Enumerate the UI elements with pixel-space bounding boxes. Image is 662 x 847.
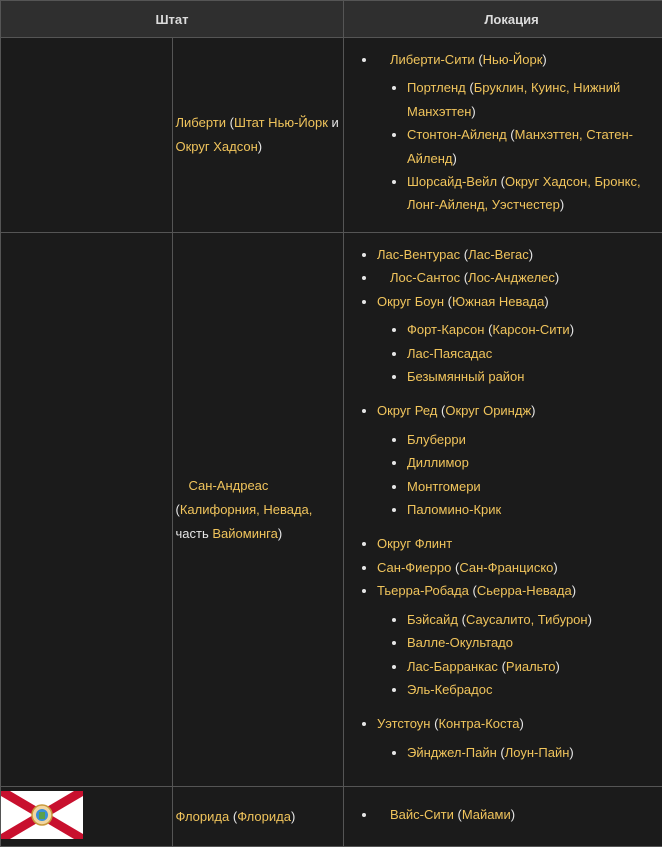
location-link[interactable]: Безымянный район bbox=[407, 369, 524, 384]
conjunction-text: и bbox=[332, 115, 339, 130]
location-link[interactable]: Либерти-Сити bbox=[390, 52, 475, 67]
real-link[interactable]: Лас-Вегас bbox=[468, 247, 529, 262]
paren-close: ) bbox=[560, 197, 564, 212]
location-link[interactable]: Округ Флинт bbox=[377, 536, 452, 551]
paren-close: ) bbox=[531, 403, 535, 418]
location-link[interactable]: Форт-Карсон bbox=[407, 322, 484, 337]
state-link[interactable]: Сан-Андреас bbox=[189, 478, 269, 493]
real-link[interactable]: Бруклин, Куинс, Нижний Манхэттен bbox=[407, 80, 620, 118]
real-link[interactable]: Сан-Франциско bbox=[459, 560, 553, 575]
location-link[interactable]: Эйнджел-Пайн bbox=[407, 745, 497, 760]
header-state: Штат bbox=[1, 1, 344, 38]
paren-close: ) bbox=[291, 809, 295, 824]
list-item bbox=[377, 556, 662, 579]
location-link[interactable]: Валле-Окультадо bbox=[407, 635, 513, 650]
paren-open: ( bbox=[176, 502, 180, 517]
paren-close: ) bbox=[471, 104, 475, 119]
florida-flag-icon[interactable] bbox=[1, 791, 83, 839]
paren-open: ( bbox=[510, 127, 514, 142]
real-link[interactable]: Майами bbox=[462, 807, 511, 822]
list-item bbox=[377, 266, 662, 289]
flag-cell bbox=[1, 787, 173, 847]
list-item bbox=[377, 48, 662, 217]
table-row bbox=[1, 233, 662, 787]
location-list bbox=[348, 48, 662, 217]
list-item bbox=[407, 318, 662, 341]
list-item bbox=[407, 428, 662, 451]
paren-open: ( bbox=[469, 80, 473, 95]
real-link[interactable]: Риальто bbox=[506, 659, 556, 674]
real-link[interactable]: Южная Невада bbox=[452, 294, 544, 309]
real-link[interactable]: Округ Хадсон bbox=[176, 139, 258, 154]
location-link[interactable]: Эль-Кебрадос bbox=[407, 682, 492, 697]
paren-open: ( bbox=[488, 322, 492, 337]
list-item bbox=[407, 678, 662, 701]
state-cell bbox=[172, 233, 344, 787]
paren-close: ) bbox=[569, 745, 573, 760]
list-item bbox=[407, 170, 662, 217]
list-item bbox=[407, 451, 662, 474]
real-link[interactable]: Калифорния, Невада, bbox=[180, 502, 313, 517]
real-link[interactable]: Контра-Коста bbox=[438, 716, 519, 731]
list-item bbox=[407, 475, 662, 498]
location-link[interactable]: Округ Ред bbox=[377, 403, 437, 418]
paren-close: ) bbox=[453, 151, 457, 166]
real-link[interactable]: Сьерра-Невада bbox=[477, 583, 572, 598]
state-link[interactable]: Либерти bbox=[176, 115, 226, 130]
paren-open: ( bbox=[464, 247, 468, 262]
paren-open: ( bbox=[230, 115, 234, 130]
location-link[interactable]: Лас-Вентурас bbox=[377, 247, 460, 262]
list-item bbox=[377, 399, 662, 521]
flag-cell bbox=[1, 233, 173, 787]
location-link[interactable]: Уэтстоун bbox=[377, 716, 431, 731]
list-item bbox=[377, 243, 662, 266]
state-link[interactable]: Флорида bbox=[176, 809, 230, 824]
real-link[interactable]: Округ Хадсон, Бронкс, Лонг-Айленд, Уэстчестер bbox=[407, 174, 641, 212]
paren-close: ) bbox=[588, 612, 592, 627]
list-item bbox=[377, 290, 662, 389]
real-link[interactable]: Нью-Йорк bbox=[483, 52, 543, 67]
list-item bbox=[377, 712, 662, 764]
paren-open: ( bbox=[455, 560, 459, 575]
location-cell bbox=[344, 38, 662, 233]
location-link[interactable]: Вайс-Сити bbox=[390, 807, 454, 822]
real-link[interactable]: Флорида bbox=[237, 809, 291, 824]
paren-close: ) bbox=[278, 526, 282, 541]
list-item bbox=[407, 123, 657, 170]
paren-close: ) bbox=[544, 294, 548, 309]
real-link[interactable]: Манхэттен, Статен-Айленд bbox=[407, 127, 633, 165]
location-link[interactable]: Бэйсайд bbox=[407, 612, 458, 627]
paren-open: ( bbox=[478, 52, 482, 67]
list-item bbox=[407, 342, 662, 365]
paren-open: ( bbox=[462, 612, 466, 627]
real-link[interactable]: Саусалито, Тибурон bbox=[466, 612, 588, 627]
paren-close: ) bbox=[258, 139, 262, 154]
paren-close: ) bbox=[520, 716, 524, 731]
list-item bbox=[407, 76, 657, 123]
paren-open: ( bbox=[464, 270, 468, 285]
location-cell bbox=[344, 787, 662, 847]
real-link[interactable]: Округ Ориндж bbox=[445, 403, 531, 418]
location-link[interactable]: Лос-Сантос bbox=[390, 270, 460, 285]
paren-close: ) bbox=[555, 659, 559, 674]
real-link[interactable]: Карсон-Сити bbox=[492, 322, 569, 337]
location-link[interactable]: Блуберри bbox=[407, 432, 466, 447]
list-item bbox=[407, 608, 662, 631]
location-link[interactable]: Монтгомери bbox=[407, 479, 481, 494]
sub-location-list bbox=[377, 428, 662, 522]
location-link[interactable]: Портленд bbox=[407, 80, 466, 95]
flag-cell bbox=[1, 38, 173, 233]
list-item bbox=[407, 741, 662, 764]
paren-close: ) bbox=[570, 322, 574, 337]
paren-open: ( bbox=[502, 659, 506, 674]
sub-location-list bbox=[377, 608, 662, 702]
location-link[interactable]: Стонтон-Айленд bbox=[407, 127, 507, 142]
list-item bbox=[407, 365, 662, 388]
paren-open: ( bbox=[441, 403, 445, 418]
state-cell bbox=[172, 38, 344, 233]
paren-open: ( bbox=[457, 807, 461, 822]
part-text: часть bbox=[176, 526, 209, 541]
paren-close: ) bbox=[529, 247, 533, 262]
location-link[interactable]: Диллимор bbox=[407, 455, 469, 470]
list-item bbox=[407, 498, 662, 521]
real-link[interactable]: Вайоминга bbox=[212, 526, 277, 541]
paren-open: ( bbox=[448, 294, 452, 309]
list-item bbox=[377, 803, 662, 826]
header-row bbox=[1, 1, 662, 38]
sub-location-list bbox=[377, 318, 662, 388]
location-link[interactable]: Шорсайд-Вейл bbox=[407, 174, 497, 189]
paren-open: ( bbox=[501, 174, 505, 189]
paren-close: ) bbox=[511, 807, 515, 822]
location-link[interactable]: Округ Боун bbox=[377, 294, 444, 309]
location-link[interactable]: Тьерра-Робада bbox=[377, 583, 469, 598]
location-cell bbox=[344, 233, 662, 787]
location-link[interactable]: Паломино-Крик bbox=[407, 502, 501, 517]
paren-open: ( bbox=[473, 583, 477, 598]
table-row bbox=[1, 38, 662, 233]
location-link[interactable]: Лас-Паясадас bbox=[407, 346, 492, 361]
sub-location-list bbox=[377, 76, 662, 216]
paren-close: ) bbox=[572, 583, 576, 598]
paren-close: ) bbox=[553, 560, 557, 575]
list-item bbox=[407, 631, 662, 654]
paren-open: ( bbox=[233, 809, 237, 824]
paren-close: ) bbox=[555, 270, 559, 285]
location-link[interactable]: Лас-Барранкас bbox=[407, 659, 498, 674]
paren-open: ( bbox=[500, 745, 504, 760]
location-link[interactable]: Сан-Фиерро bbox=[377, 560, 451, 575]
sub-location-list bbox=[377, 741, 662, 764]
paren-open: ( bbox=[434, 716, 438, 731]
header-location: Локация bbox=[344, 1, 662, 38]
list-item bbox=[377, 579, 662, 701]
list-item bbox=[377, 532, 662, 555]
state-cell bbox=[172, 787, 344, 847]
real-link[interactable]: Лос-Анджелес bbox=[468, 270, 555, 285]
location-list bbox=[348, 243, 662, 764]
location-list bbox=[348, 803, 662, 826]
real-link[interactable]: Штат Нью-Йорк bbox=[234, 115, 328, 130]
paren-close: ) bbox=[542, 52, 546, 67]
table-row bbox=[1, 787, 662, 847]
list-item bbox=[407, 655, 662, 678]
real-link[interactable]: Лоун-Пайн bbox=[505, 745, 570, 760]
